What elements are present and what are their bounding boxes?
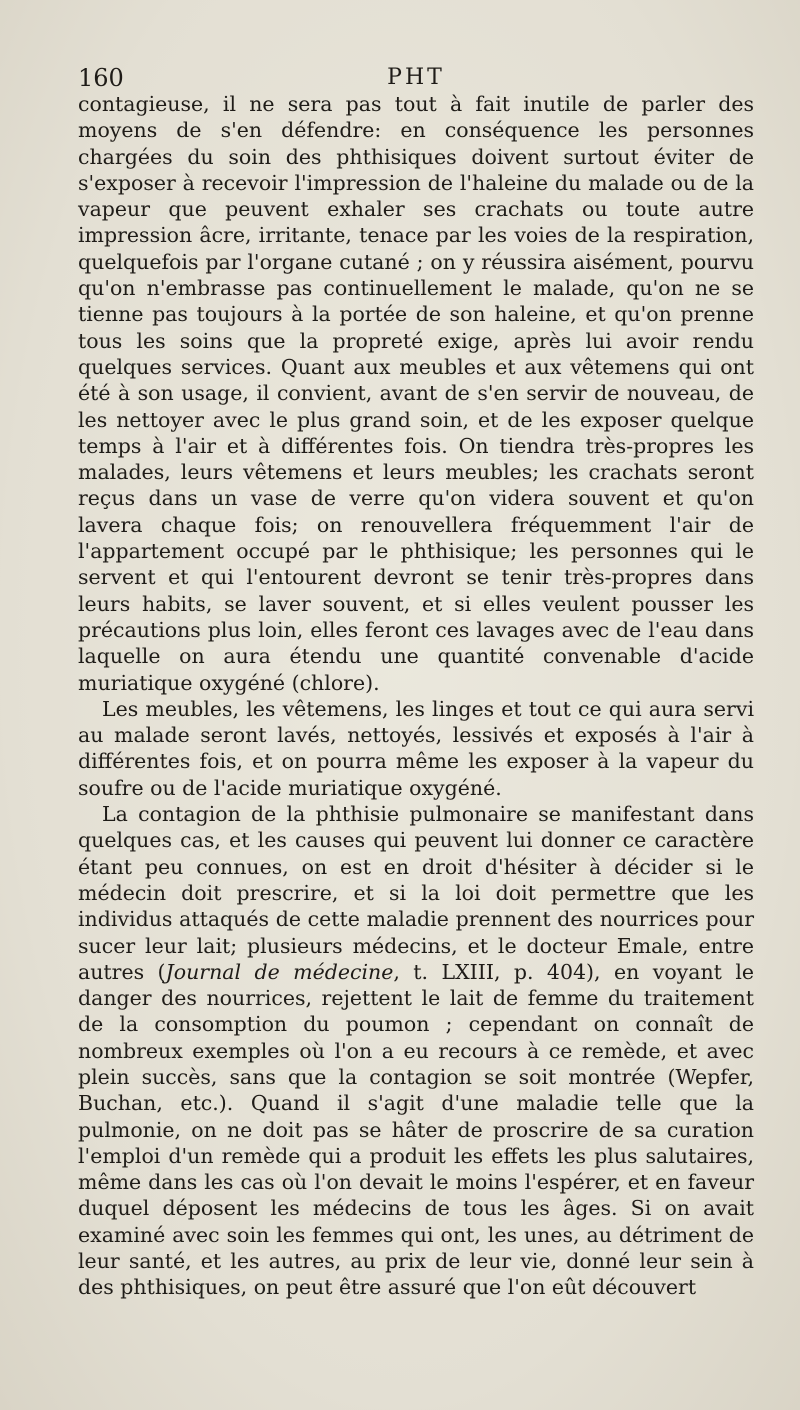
page-body — [78, 91, 754, 1301]
page-number: 160 — [78, 64, 124, 92]
paragraph-3-text-end: , t. LXIII, p. 404), en voyant le danger des nourrices, rejettent le lait de femme du traitement de la consomption du poumon ; cependant on connaît de nombreux exemples où l'on a eu recours à ce remède, et avec plein succès, sans que la contagion se soit montrée (Wepfer, Buchan, etc.). Quand il s'agit d'une maladie telle que la pulmonie, on ne doit pas se hâter de proscrire de sa curation l'emploi d'un remède qui a produit les effets les plus salutaires, même dans les cas où l'on devait le moins l'espérer, et en faveur duquel déposent les médecins de tous les âges. Si on avait examiné avec soin les femmes qui ont, les unes, au détriment de leur santé, et les autres, au prix de leur vie, donné leur sein à des phthisiques, on peut être assuré que l'on eût découvert — [78, 959, 755, 1300]
running-head: PHT — [387, 65, 445, 90]
journal-title: Journal de médecine — [165, 959, 394, 984]
paragraph-3 — [78, 801, 754, 1301]
paragraph-1: contagieuse, il ne sera pas tout à fait inutile de parler des moyens de s'en défendre: en conséquence les personnes chargées du soin des phthisiques doivent surtout éviter de s'exposer à recevoir l'impression de l'haleine du malade ou de la vapeur que peuvent exhaler ses crachats ou toute autre impression âcre, irritante, tenace par les voies de la respiration, quelquefois par l'organe cutané ; on y réussira aisément, pourvu qu'on n'embrasse pas continuellement le malade, qu'on ne se tienne pas toujours à la portée de son haleine, et qu'on prenne tous les soins que la propreté exige, après lui avoir rendu quelques services. Quant aux meubles et aux vêtemens qui ont été à son usage, il convient, avant de s'en servir de nouveau, de les nettoyer avec le plus grand soin, et de les exposer quelque temps à l'air et à différentes fois. On tiendra très-propres les malades, leurs vêtemens et leurs meubles; les crachats seront reçus dans un vase de verre qu'on videra souvent et qu'on lavera chaque fois; on renouvellera fréquemment l'air de l'appartement occupé par le phthisique; les personnes qui le servent et qui l'entourent devront se tenir très-propres dans leurs habits, se laver souvent, et si elles veulent pousser les précautions plus loin, elles feront ces lavages avec de l'eau dans laquelle on aura étendu une quantité convenable d'acide muriatique oxygéné (chlore). — [78, 92, 754, 695]
paragraph-3-text-start: La contagion de la phthisie pulmonaire se manifestant dans quelques cas, et les causes qui peuvent lui donner ce caractère étant peu connues, on est en droit d'hésiter à décider si le médecin doit prescrire, et si la loi doit permettre que les individus attaqués de cette maladie prennent des nourrices pour sucer leur lait; plusieurs médecins, et le docteur Emale, entre autres ( — [78, 802, 754, 984]
paragraph-2: Les meubles, les vêtemens, les linges et tout ce qui aura servi au malade seront lavés, nettoyés, lessivés et exposés à l'air à différentes fois, et on pourra même les exposer à la vapeur du soufre ou de l'acide muriatique oxygéné. — [78, 696, 754, 800]
